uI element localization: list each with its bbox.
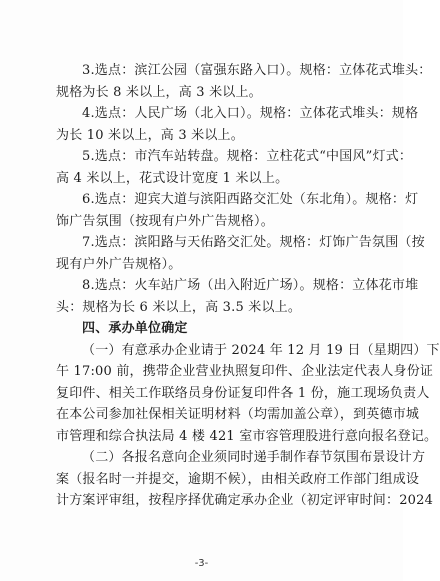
document-body	[56, 60, 440, 512]
text-line: 高 4 米以上，花式设计宽度 1 米以上。	[56, 170, 289, 186]
text-line: 为长 10 米以上，高 3 米以上。	[56, 127, 244, 143]
text-line: 6.选点：迎宾大道与滨阳西路交汇处（东北角）。规格：灯	[82, 192, 419, 207]
text-line: （一）有意承办企业请于 2024 年 12 月 19 日（星期四）下	[82, 342, 440, 358]
text-line: 8.选点：火车站广场（出入附近广场）。规格：立体花市堆	[82, 278, 419, 293]
text-line: 午 17:00 前，携带企业营业执照复印件、企业法定代表人身份证	[56, 364, 434, 379]
text-line: （二）各报名意向企业须同时递手制作春节氛围布景设计方	[82, 450, 426, 465]
text-line: 市管理和综合执法局 4 楼 421 室市容管理股进行意向报名登记。	[56, 428, 438, 444]
text-line: 3.选点：滨江公园（富强东路入口）。规格：立体花式堆头：	[82, 63, 432, 78]
text-line: 计方案评审组，按程序择优确定承办企业（初定评审时间：2024	[56, 493, 434, 508]
text-line: 在本公司参加社保相关证明材料（均需加盖公章），到英德市城	[56, 407, 420, 422]
text-line: 复印件、相关工作联络员身份证复印件各 1 份，施工现场负责人	[56, 385, 430, 401]
text-line: 4.选点：人民广场（北入口）。规格：立体花式堆头：规格	[82, 106, 419, 121]
text-line: 现有户外广告规格）。	[56, 256, 182, 272]
text-line: 饰广告氛围（按现有户外广告规格）。	[56, 213, 274, 229]
text-line: 5.选点：市汽车站转盘。规格：立柱花式“中国风”灯式：	[82, 149, 413, 164]
text-line: 规格为长 8 米以上，高 3 米以上。	[56, 84, 262, 100]
text-line: 7.选点：滨阳路与天佑路交汇处。规格：灯饰广告氛围（按	[82, 235, 425, 250]
text-line: 案（报名时一并提交，逾期不候），由相关政府工作部门组成设	[56, 471, 420, 487]
page-number: -3-	[194, 558, 209, 569]
section-heading: 四、承办单位确定	[82, 321, 188, 336]
text-line: 头：规格为长 6 米以上，高 3.5 米以上。	[56, 299, 302, 315]
